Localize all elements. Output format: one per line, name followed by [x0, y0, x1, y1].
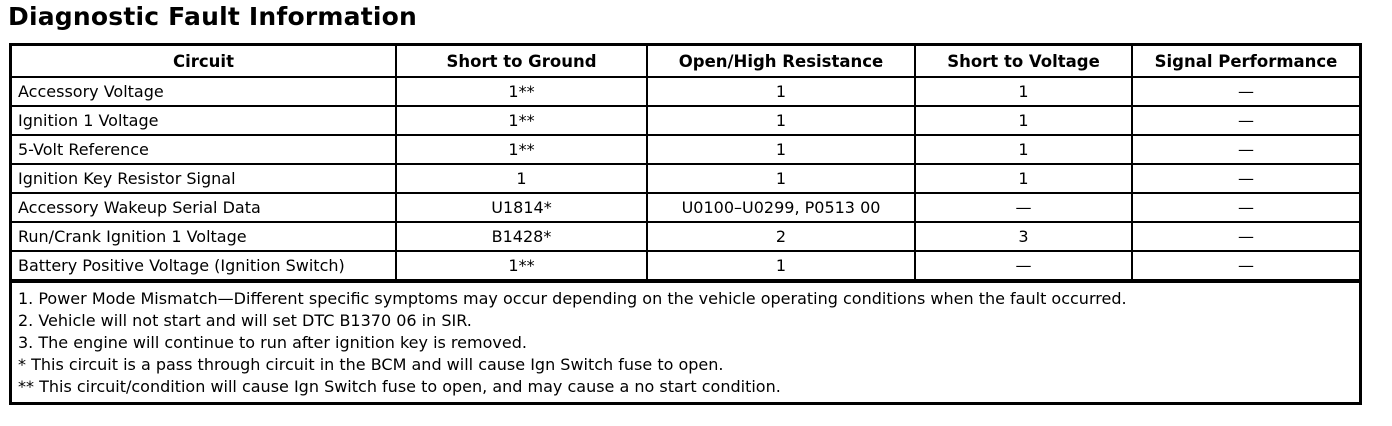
cell-open-high-resistance: 1 — [647, 251, 915, 280]
header-short-to-voltage: Short to Voltage — [915, 46, 1132, 77]
table-header-row — [12, 46, 1359, 77]
table-row — [12, 135, 1359, 164]
page-title: Diagnostic Fault Information — [8, 2, 417, 31]
cell-circuit: Accessory Voltage — [12, 77, 396, 106]
footnote: ** This circuit/condition will cause Ign Switch fuse to open, and may cause a no start condition. — [18, 377, 781, 396]
cell-short-to-voltage: 1 — [915, 135, 1132, 164]
cell-short-to-voltage: — — [915, 251, 1132, 280]
cell-short-to-ground: 1** — [396, 135, 647, 164]
footnote: * This circuit is a pass through circuit in the BCM and will cause Ign Switch fuse to open. — [18, 355, 724, 374]
cell-short-to-voltage: 1 — [915, 77, 1132, 106]
cell-circuit: Accessory Wakeup Serial Data — [12, 193, 396, 222]
header-signal-performance: Signal Performance — [1132, 46, 1359, 77]
cell-short-to-ground: 1** — [396, 77, 647, 106]
cell-signal-performance: — — [1132, 193, 1359, 222]
cell-circuit: Ignition 1 Voltage — [12, 106, 396, 135]
cell-circuit: Run/Crank Ignition 1 Voltage — [12, 222, 396, 251]
cell-circuit: 5-Volt Reference — [12, 135, 396, 164]
cell-short-to-voltage: 3 — [915, 222, 1132, 251]
cell-signal-performance: — — [1132, 222, 1359, 251]
cell-open-high-resistance: 2 — [647, 222, 915, 251]
cell-signal-performance: — — [1132, 164, 1359, 193]
cell-short-to-voltage: 1 — [915, 106, 1132, 135]
cell-open-high-resistance: 1 — [647, 135, 915, 164]
cell-short-to-ground: B1428* — [396, 222, 647, 251]
table-row — [12, 193, 1359, 222]
cell-circuit: Ignition Key Resistor Signal — [12, 164, 396, 193]
cell-open-high-resistance: 1 — [647, 106, 915, 135]
fault-table — [12, 46, 1359, 281]
cell-short-to-ground: 1 — [396, 164, 647, 193]
cell-open-high-resistance: 1 — [647, 77, 915, 106]
cell-circuit: Battery Positive Voltage (Ignition Switch) — [12, 251, 396, 280]
cell-short-to-voltage: — — [915, 193, 1132, 222]
table-row — [12, 251, 1359, 280]
table-row — [12, 77, 1359, 106]
footnotes — [12, 281, 1359, 402]
cell-signal-performance: — — [1132, 251, 1359, 280]
cell-signal-performance: — — [1132, 106, 1359, 135]
fault-table-frame — [9, 43, 1362, 405]
footnote: 1. Power Mode Mismatch—Different specific symptoms may occur depending on the vehicle operating conditions when the fault occurred. — [18, 289, 1127, 308]
header-circuit: Circuit — [12, 46, 396, 77]
cell-short-to-ground: 1** — [396, 251, 647, 280]
cell-signal-performance: — — [1132, 135, 1359, 164]
table-row — [12, 164, 1359, 193]
footnote: 2. Vehicle will not start and will set DTC B1370 06 in SIR. — [18, 311, 472, 330]
table-row — [12, 106, 1359, 135]
cell-short-to-voltage: 1 — [915, 164, 1132, 193]
cell-open-high-resistance: 1 — [647, 164, 915, 193]
cell-short-to-ground: 1** — [396, 106, 647, 135]
header-short-to-ground: Short to Ground — [396, 46, 647, 77]
cell-short-to-ground: U1814* — [396, 193, 647, 222]
table-row — [12, 222, 1359, 251]
cell-signal-performance: — — [1132, 77, 1359, 106]
footnote: 3. The engine will continue to run after ignition key is removed. — [18, 333, 527, 352]
header-open-high-resistance: Open/High Resistance — [647, 46, 915, 77]
cell-open-high-resistance: U0100–U0299, P0513 00 — [647, 193, 915, 222]
